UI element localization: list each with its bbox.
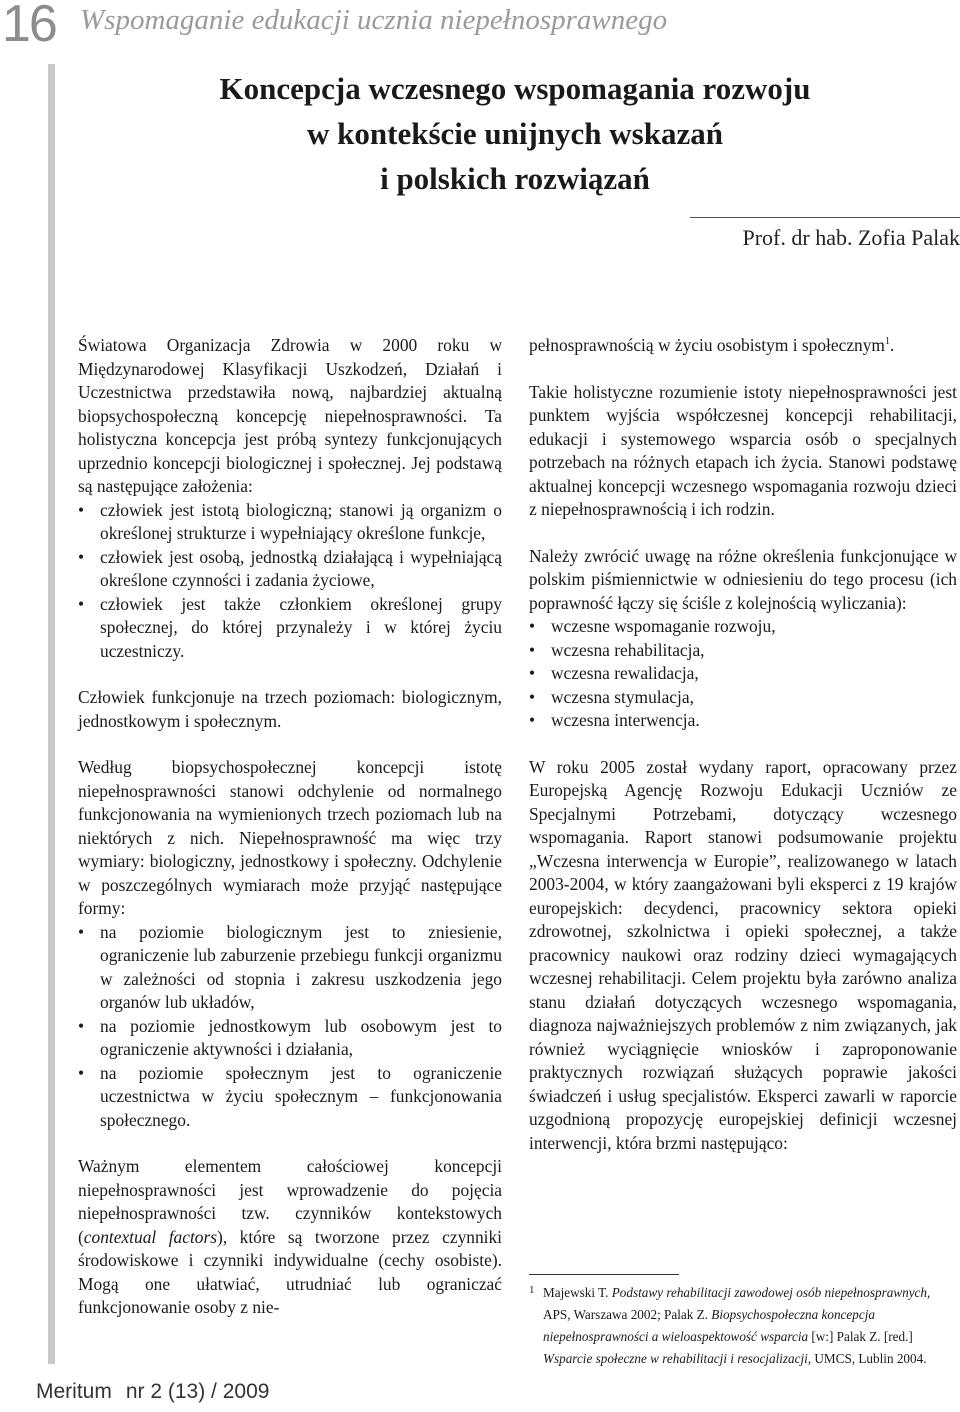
footnote-number: 1 xyxy=(529,1284,535,1296)
paragraph: Według biopsychospołecznej koncepcji istotę niepełnosprawności stanowi odchylenie od normalnego funkcjonowania na wymienionych trzech poziomach lub na niektórych z nich. Niepełnosprawność ma więc trzy wymiary: biologiczny, jednostkowy i społeczny. Odchylenie w poszczególnych wymiarach może przyjąć następujące formy: xyxy=(78,757,502,918)
footnote-divider xyxy=(529,1274,679,1275)
list-item: • wczesne wspomaganie rozwoju, xyxy=(529,615,957,639)
list-item: • wczesna rewalidacja, xyxy=(529,662,957,686)
text-run: pełnosprawnością w życiu osobistym i społecznym xyxy=(529,335,885,355)
paragraph: Należy zwrócić uwagę na różne określenia funkcjonujące w polskim piśmiennictwie w odniesieniu do tego procesu (ich poprawność łączy się ściśle z kolejnością wyliczania): xyxy=(529,545,957,613)
title-line: i polskich rozwiązań xyxy=(380,161,650,196)
text-run: , UMCS, Lublin 2004. xyxy=(807,1351,927,1366)
article-title xyxy=(110,66,920,201)
citation-title: Biopsychospołeczna koncepcja niepełnosprawności a wieloaspektowość wsparcia xyxy=(543,1307,875,1344)
running-header: Wspomaganie edukacji ucznia niepełnosprawnego xyxy=(80,4,668,36)
italic-term: contextual factors xyxy=(83,1226,218,1247)
assumptions-list xyxy=(78,499,502,664)
issue-number: nr 2 (13) / 2009 xyxy=(125,1380,270,1403)
text-run: Majewski T. xyxy=(543,1285,612,1300)
margin-bar xyxy=(48,64,55,1364)
journal-name: Meritum xyxy=(36,1380,112,1403)
page-number: 16 xyxy=(2,0,56,53)
text-run: . xyxy=(889,335,895,355)
text-run: , APS, Warszawa 2002; Palak Z. xyxy=(543,1285,931,1322)
list-item: • na poziomie jednostkowym lub osobowym jest to ograniczenie aktywności i działania, xyxy=(78,1015,502,1062)
left-column xyxy=(78,334,502,1343)
list-item: • wczesna rehabilitacja, xyxy=(529,639,957,663)
paragraph: W roku 2005 został wydany raport, opracowany przez Europejską Agencję Rozwoju Edukacji Uczniów ze Specjalnymi Potrzebami, dotyczący wczesnego wspomagania. Raport stanowi podsumowanie projektu „Wczesna interwencja w Europie”, realizowanego w latach 2003-2004, w który zaangażowani byli eksperci z 19 krajów europejskich: decydenci, pracownicy sektora opieki zdrowotnej, szkolnictwa i opieki społecznej, a także pracownicy naukowi oraz rodziny dzieci wymagających wczesnej rehabilitacji. Celem projektu była zarówno analiza stanu działań dotyczących wczesnego wspomagania, diagnoza najważniejszych problemów z nim związanych, jak również wyciągnięcie wniosków i zaproponowanie praktycznych rozwiązań służących poprawie jakości świadczeń i usług specjalistów. Eksperci zawarli w raporcie uzgodnioną propozycję europejskiej definicji wczesnej interwencji, która brzmi następująco: xyxy=(529,756,957,1153)
list-item: • wczesna stymulacja, xyxy=(529,686,957,710)
author-byline: Prof. dr hab. Zofia Palak xyxy=(690,217,960,258)
list-item: • na poziomie społecznym jest to ograniczenie uczestnictwa w życiu społecznym – funkcjonowania społecznego. xyxy=(78,1062,502,1133)
paragraph xyxy=(78,1155,502,1320)
footnote-text xyxy=(529,1282,957,1370)
paragraph: Światowa Organizacja Zdrowia w 2000 roku w Międzynarodowej Klasyfikacji Uszkodzeń, Działań i Uczestnictwa przedstawiła nową, najbardziej aktualną biopsychospołeczną koncepcję niepełnosprawności. Ta holistyczna koncepcja jest próbą syntezy funkcjonujących uprzednio koncepcji biologicznej i społecznej. Jej podstawą są następujące założenia: xyxy=(78,335,502,496)
citation-title: Podstawy rehabilitacji zawodowej osób niepełnosprawnych xyxy=(611,1285,928,1300)
right-column xyxy=(529,334,957,1178)
forms-list xyxy=(78,921,502,1133)
list-item: • wczesna interwencja. xyxy=(529,709,957,733)
paragraph: Człowiek funkcjonuje na trzech poziomach: biologicznym, jednostkowym i społecznym. xyxy=(78,687,502,731)
list-item: • na poziomie biologicznym jest to zniesienie, ograniczenie lub zaburzenie przebiegu funkcji organizmu w zależności od stopnia i zakresu uszkodzenia jego organów lub układów, xyxy=(78,921,502,1015)
title-line: Koncepcja wczesnego wspomagania rozwoju xyxy=(219,71,811,106)
page-footer xyxy=(36,1380,269,1404)
list-item: • człowiek jest osobą, jednostką działającą i wypełniającą określone czynności i zadania życiowe, xyxy=(78,546,502,593)
footnote-ref[interactable]: 1 xyxy=(884,336,890,348)
terms-list xyxy=(529,615,957,733)
citation-title: Wsparcie społeczne w rehabilitacji i resocjalizacji xyxy=(543,1351,808,1366)
footnote xyxy=(529,1282,957,1370)
title-line: w kontekście unijnych wskazań xyxy=(307,116,723,151)
list-item: • człowiek jest istotą biologiczną; stanowi ją organizm o określonej strukturze i wypełniający określone funkcje, xyxy=(78,499,502,546)
list-item: • człowiek jest także członkiem określonej grupy społecznej, do której przynależy i w której życiu uczestniczy. xyxy=(78,593,502,664)
text-run: ), które są tworzone przez czynniki środowiskowe i czynniki indywidualne (cechy osobiste). Mogą one ułatwiać, utrudniać lub ograniczać funkcjonowanie osoby z nie- xyxy=(78,1226,503,1317)
paragraph xyxy=(529,334,957,358)
paragraph: Takie holistyczne rozumienie istoty niepełnosprawności jest punktem wyjścia współczesnej koncepcji rehabilitacji, edukacji i systemowego wsparcia osób o specjalnych potrzebach na różnych etapach ich życia. Stanowi podstawę aktualnej koncepcji wczesnego wspomagania rozwoju dzieci z niepełnosprawnością i ich rodzin. xyxy=(529,381,957,519)
text-run: [w:] Palak Z. [red.] xyxy=(808,1329,913,1344)
text-run: Ważnym elementem całościowej koncepcji niepełnosprawności jest wprowadzenie do pojęcia niepełnosprawności tzw. czynników kontekstowych ( xyxy=(78,1156,502,1247)
